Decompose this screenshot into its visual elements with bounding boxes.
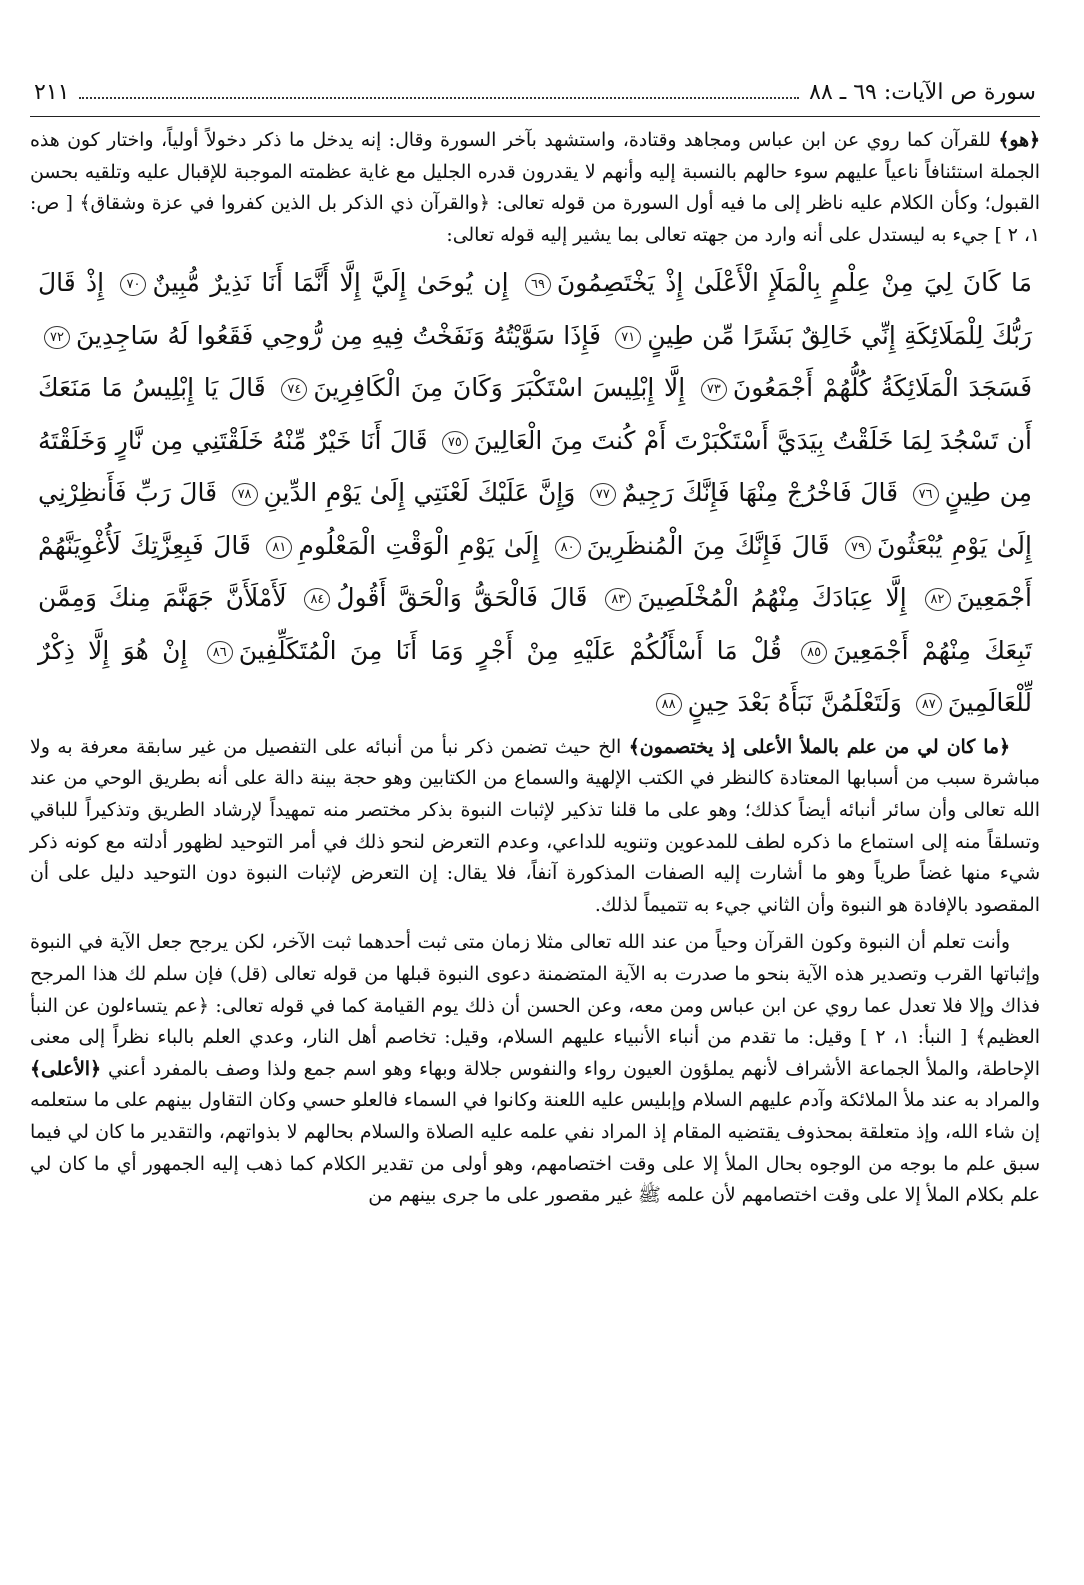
verse-number-marker: ٧١: [615, 326, 641, 349]
header-leader-dots: [79, 85, 799, 99]
verse-text: قَالَ فَاخْرُجْ مِنْهَا فَإِنَّكَ رَجِيمٌ: [621, 478, 899, 508]
verse-number-marker: ٧٤: [281, 378, 307, 401]
verse-text: قَالَ يَا إِبْلِيسُ مَا مَنَعَكَ أَن تَسْجُدَ لِمَا خَلَقْتُ بِيَدَيَّ أَسْتَكْبَرْتَ أَمْ كُنتَ مِنَ الْعَالِينَ: [38, 373, 1033, 455]
commentary-paragraph-3: [30, 927, 1040, 1211]
quote-open-bracket: ﴿: [1028, 130, 1040, 151]
page-number: ٢١١: [34, 80, 70, 105]
verse-number-marker: ٧٧: [590, 483, 616, 506]
verse-text: إِلَّا إِبْلِيسَ اسْتَكْبَرَ وَكَانَ مِنَ الْكَافِرِينَ: [313, 373, 686, 403]
header-title: سورة ص الآيات: ٦٩ ـ ٨٨: [809, 80, 1036, 105]
verse-number-marker: ٨٨: [656, 693, 682, 716]
page: [30, 80, 1040, 1565]
verse-text: إِلَىٰ يَوْمِ الْوَقْتِ الْمَعْلُومِ: [298, 530, 540, 560]
verse-number-marker: ٨٢: [925, 588, 951, 611]
paragraph-text: الخ حيث تضمن ذكر نبأ من أنبائه على التفصيل من غير سابقة معرفة به ولا مباشرة سبب من أسبابها المعتادة كالنظر في الكتب الإلهية والسماع من الكتابين وهو حجة بينة دالة على أنه بطريق الوحي من عند الله تعالى وأن سائر أنبائه أيضاً كذلك؛ وهو على ما قلنا تذكير لإثبات النبوة بذكر مختصر منه تمهيداً لإرشاد الطريق وتذكيراً للباقي وتسلقاً منه إلى استماع ما ذكره لطف للمدعوين وتنويه للداعي، وعدم التعرض لنحو ذلك في أمر التوحيد لظهور أدلته مع كونه ذكر شيء منها غضاً طرياً وهو ما أشارت إليه الصفات المذكورة آنفاً، فلا يقال: إن التعرض لإثبات النبوة دون التوحيد دليل على أن المقصود بالإفادة هو النبوة وأن الثاني جيء به تتميماً لذلك.: [30, 736, 1040, 916]
verse-text: إِلَّا عِبَادَكَ مِنْهُمُ الْمُخْلَصِينَ: [637, 583, 907, 613]
verse-text: قَالَ أَنَا خَيْرٌ مِّنْهُ خَلَقْتَنِي مِن نَّارٍ وَخَلَقْتَهُ مِن طِينٍ: [38, 425, 1033, 508]
paragraph-text: وأنت تعلم أن النبوة وكون القرآن وحياً من عند الله تعالى مثلا زمان متى ثبت أحدهما ثبت الآخر، لكن يرجح جعل الآية في النبوة وإثباتها القرب وتصدير هذه الآية بنحو ما صدرت به الآية المتضمنة دعوى النبوة قبلها من قوله تعالى (قل) فإن سلم لك هذا المرجح فذاك وإلا فلا تعدل عما روي عن ابن عباس ومن معه، وعن الحسن أن ذلك يوم القيامة كما في قوله تعالى: ﴿عم يتساءلون عن النبأ العظيم﴾ [ النبأ: ١، ٢ ] وقيل: ما تقدم من أنباء الأنبياء عليهم السلام، وقيل: تخاصم أهل النار، وعدي العلم بالباء نظراً إلى معنى الإحاطة، والملأ الجماعة الأشراف لأنهم يملؤون العيون رواء والنفوس جلالة وبهاء وهو اسم جمع ولذا وصف بالمفرد أعني: [30, 932, 1040, 1080]
paragraph-text: للقرآن كما روي عن ابن عباس ومجاهد وقتادة، واستشهد بآخر السورة وقال: إنه يدخل ما ذكر دخولاً أولياً، واختار كون هذه الجملة استئنافاً ناعياً عليهم سوء حالهم بالنسبة إليه وأنهم لا يقدرون قدره الجليل مع غاية عظمته الموجبة للإقبال عليه وتلقيه بحسن القبول؛ وكأن الكلام عليه ناظر إلى ما فيه أول السورة من قوله تعالى: ﴿والقرآن ذي الذكر بل الذين كفروا في عزة وشقاق﴾ [ ص: ١، ٢ ] جيء به ليستدل على أنه وارد من جهته تعالى بما يشير إليه قوله تعالى:: [30, 130, 1040, 246]
quoted-verse: ﴿ما كان لي من علم بالملأ الأعلى إذ يختصمون﴾: [628, 735, 1010, 758]
verse-number-marker: ٦٩: [525, 273, 551, 296]
verse-text: قُلْ مَا أَسْأَلُكُمْ عَلَيْهِ مِنْ أَجْرٍ وَمَا أَنَا مِنَ الْمُتَكَلِّفِينَ: [238, 635, 782, 665]
running-header: [30, 80, 1040, 117]
verse-text: وَإِنَّ عَلَيْكَ لَعْنَتِي إِلَىٰ يَوْمِ الدِّينِ: [263, 478, 576, 508]
verse-number-marker: ٨٧: [916, 693, 942, 716]
verse-text: مَا كَانَ لِيَ مِنْ عِلْمٍ بِالْمَلَإِ الْأَعْلَىٰ إِذْ يَخْتَصِمُونَ: [556, 268, 1032, 298]
verse-text: قَالَ فَالْحَقُّ وَالْحَقَّ أَقُولُ: [336, 583, 588, 613]
verse-text: لَأَمْلَأَنَّ جَهَنَّمَ مِنكَ وَمِمَّن تَبِعَكَ مِنْهُمْ أَجْمَعِينَ: [38, 583, 1032, 665]
verse-number-marker: ٧٣: [701, 378, 727, 401]
verse-number-marker: ٧٢: [44, 326, 70, 349]
verse-number-marker: ٨١: [266, 536, 292, 559]
quoted-keyword: ﴿الأعلى﴾: [30, 1057, 102, 1080]
quran-verses-block: [30, 257, 1040, 730]
verse-text: قَالَ فَبِعِزَّتِكَ لَأُغْوِيَنَّهُمْ أَجْمَعِينَ: [38, 530, 1032, 613]
quote-close-bracket: ﴾: [998, 130, 1010, 151]
verse-number-marker: ٧٨: [232, 483, 258, 506]
verse-number-marker: ٨٦: [207, 641, 233, 664]
verse-number-marker: ٨٤: [304, 588, 330, 611]
verse-text: إِذْ قَالَ رَبُّكَ لِلْمَلَائِكَةِ إِنِّي خَالِقٌ بَشَرًا مِّن طِينٍ: [38, 268, 1032, 350]
verse-number-marker: ٧٦: [913, 483, 939, 506]
quoted-keyword: هو: [1009, 129, 1029, 151]
verse-text: فَإِذَا سَوَّيْتُهُ وَنَفَخْتُ فِيهِ مِن رُّوحِي فَقَعُوا لَهُ سَاجِدِينَ: [75, 320, 601, 350]
verse-text: قَالَ فَإِنَّكَ مِنَ الْمُنظَرِينَ: [586, 530, 830, 560]
verse-text: وَلَتَعْلَمُنَّ نَبَأَهُ بَعْدَ حِينٍ: [687, 688, 902, 718]
commentary-paragraph-1: [30, 125, 1040, 251]
verse-text: قَالَ رَبِّ فَأَنظِرْنِي إِلَىٰ يَوْمِ يُبْعَثُونَ: [38, 478, 1032, 560]
verse-number-marker: ٨٣: [605, 588, 631, 611]
verse-text: فَسَجَدَ الْمَلَائِكَةُ كُلُّهُمْ أَجْمَعُونَ: [732, 373, 1033, 403]
verse-number-marker: ٨٥: [801, 641, 827, 664]
verse-number-marker: ٧٩: [845, 536, 871, 559]
verse-number-marker: ٧٠: [120, 273, 146, 296]
verse-text: إِنْ هُوَ إِلَّا ذِكْرٌ لِّلْعَالَمِينَ: [38, 635, 1032, 718]
paragraph-text: والمراد به عند ملأ الملائكة وآدم عليهم السلام وإبليس عليه اللعنة وكانوا في السماء فالعلو حسي وكان التقاول بينهم على ما ستعلمه إن شاء الله، وإذ متعلقة بمحذوف يقتضيه المقام إذ المراد نفي علمه عليه الصلاة والسلام بحالهم لا بذواتهم، والتقدير ما كان لي فيما سبق علم ما بوجه من الوجوه بحال الملأ إلا على وقت اختصامهم، وهو أولى من تقدير الكلام كما ذهب إليه الجمهور أي ما كان لي علم بكلام الملأ إلا على وقت اختصامهم لأن علمه ﷺ غير مقصور على ما جرى بينهم من: [30, 1090, 1040, 1207]
verse-number-marker: ٧٥: [442, 431, 468, 454]
verse-number-marker: ٨٠: [555, 536, 581, 559]
verse-text: إِن يُوحَىٰ إِلَيَّ إِلَّا أَنَّمَا أَنَا نَذِيرٌ مُّبِينٌ: [152, 268, 509, 298]
commentary-paragraph-2: [30, 732, 1040, 922]
